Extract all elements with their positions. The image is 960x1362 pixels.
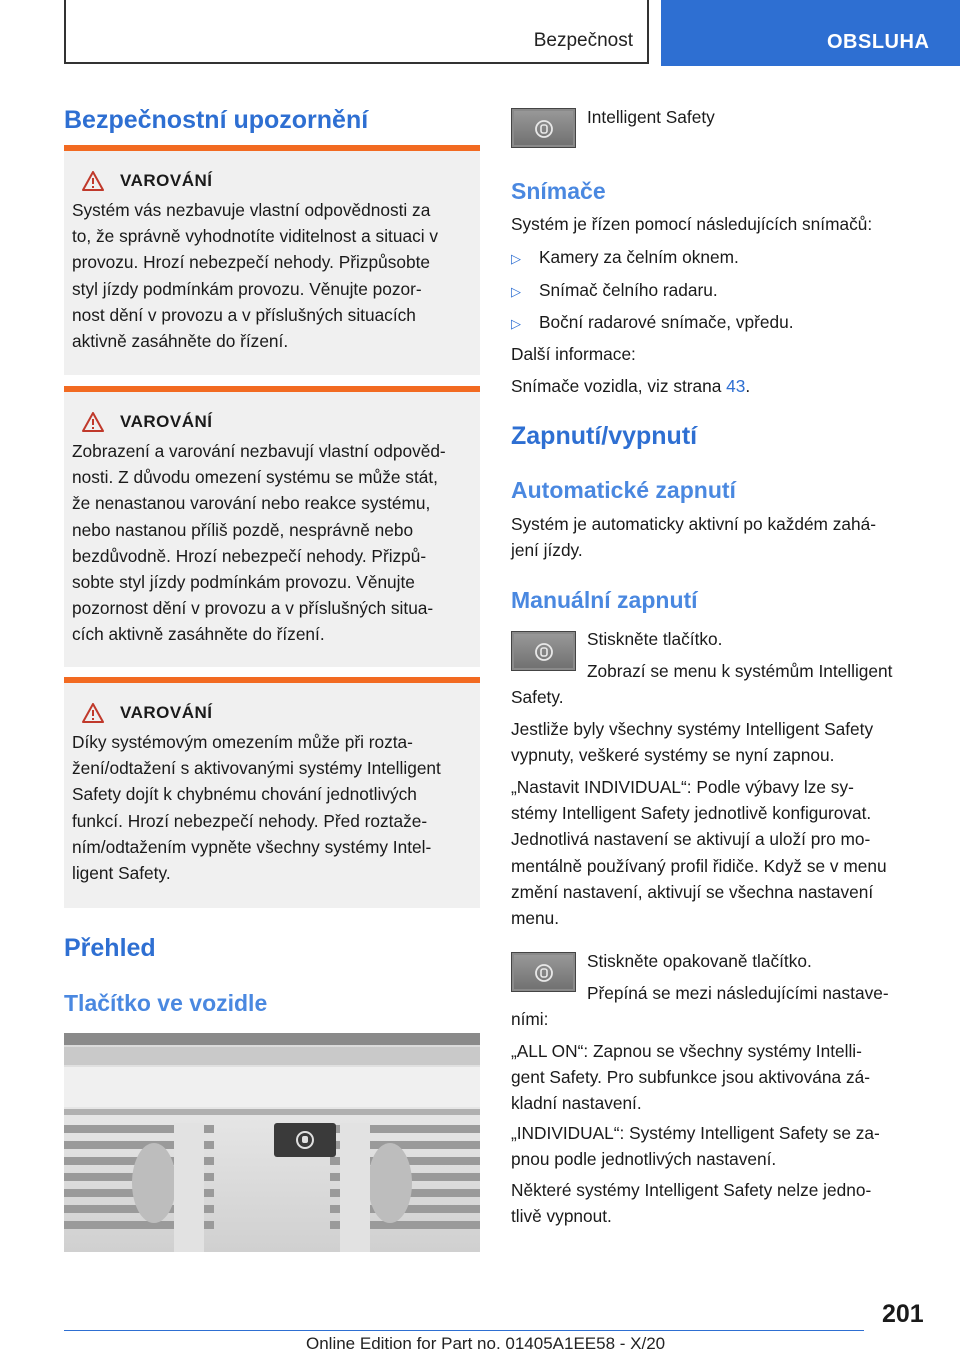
warning-triangle-icon xyxy=(82,412,104,432)
press-button-text: Stiskněte tlačítko. xyxy=(587,629,723,649)
switch-line2: ními: xyxy=(511,1009,549,1029)
section-title-safety-notes: Bezpečnostní upozornění xyxy=(64,106,369,134)
page-link[interactable]: 43 xyxy=(726,376,746,396)
button-label: Intelligent Safety xyxy=(587,107,715,127)
warning-text: Zobrazení a varování nezbavují vlastní odpověd- nosti. Z důvodu omezení systému se může stát, že nenastanou varování nebo reakce systému, nebo nastanou příliš pozdě, nesprávně nebo bezdůvodně. Hrozí nebezpečí nehody. Přizpů- sobte styl jízdy podmínkám provozu. Věnujte pozornost dění v provozu a v příslušných situa- cích aktivně zasáhněte do řízení. xyxy=(72,441,446,645)
sensors-intro: Systém je řízen pomocí následujících snímačů: xyxy=(511,214,873,234)
intelligent-safety-button-icon xyxy=(511,108,576,148)
warning-box-1 xyxy=(64,145,480,375)
header-chapter: OBSLUHA xyxy=(827,31,930,53)
not-individually-text: Některé systémy Intelligent Safety nelze jedno- tlivě vypnout. xyxy=(511,1180,872,1227)
header-chapter-box xyxy=(661,0,960,66)
switch-line1: Přepíná se mezi následujícími nastave- xyxy=(587,983,889,1003)
header-section-box xyxy=(64,0,649,64)
list-item: ▷ Boční radarové snímače, vpředu. xyxy=(511,309,794,337)
menu-shown-line1: Zobrazí se menu k systémům Intelligent xyxy=(587,661,893,681)
list-item: ▷ Kamery za čelním oknem. xyxy=(511,244,739,272)
subtitle-manual-on: Manuální zapnutí xyxy=(511,587,698,613)
press-repeat-text: Stiskněte opakovaně tlačítko. xyxy=(587,951,812,971)
warning-triangle-icon xyxy=(82,703,104,723)
intelligent-safety-button-icon xyxy=(511,952,576,992)
warning-box-3 xyxy=(64,677,480,908)
section-title-on-off: Zapnutí/vypnutí xyxy=(511,422,698,450)
auto-on-text: Systém je automaticky aktivní po každém zahá- jení jízdy. xyxy=(511,514,876,561)
warning-box-2 xyxy=(64,386,480,667)
vehicle-console-photo xyxy=(64,1033,480,1252)
page-number: 201 xyxy=(882,1300,924,1328)
header-section: Bezpečnost xyxy=(533,30,633,51)
individual-setting-text: „Nastavit INDIVIDUAL“: Podle výbavy lze sy- stémy Intelligent Safety jednotlivě konfigurovat. Jednotlivá nastavení se aktivují a uloží pro mo- mentálně používaný profil řidiče. Když se v menu změní nastavení, aktivují se všechna nastavení menu. xyxy=(511,777,887,929)
warning-label: VAROVÁNÍ xyxy=(120,412,213,431)
warning-triangle-icon xyxy=(82,171,104,191)
warning-label: VAROVÁNÍ xyxy=(120,703,213,722)
all-on-text: „ALL ON“: Zapnou se všechny systémy Intelli- gent Safety. Pro subfunkce jsou aktivována zá- kladní nastavení. xyxy=(511,1041,870,1114)
footer-divider xyxy=(64,1330,864,1331)
menu-shown-line2: Safety. xyxy=(511,687,564,707)
bullet-triangle-icon: ▷ xyxy=(511,284,521,299)
individual-mode-text: „INDIVIDUAL“: Systémy Intelligent Safety se za- pnou podle jednotlivých nastavení. xyxy=(511,1123,880,1170)
sensor-reference: Snímače vozidla, viz strana 43. xyxy=(511,376,751,396)
more-info-label: Další informace: xyxy=(511,344,636,364)
warning-text: Systém vás nezbavuje vlastní odpovědnosti za to, že správně vyhodnotíte viditelnost a situaci v provozu. Hrozí nebezpečí nehody. Přizpůsobte styl jízdy podmínkám provozu. Věnujte pozor- nost dění v provozu a v příslušných situacích aktivně zasáhněte do řízení. xyxy=(72,200,438,352)
warning-label: VAROVÁNÍ xyxy=(120,171,213,190)
subtitle-sensors: Snímače xyxy=(511,178,606,204)
warning-text: Díky systémovým omezením může při rozta- žení/odtažení s aktivovanými systémy Intelligent Safety dojít k chybnému chování jednotlivých funkcí. Hrozí nebezpečí nehody. Před roztaže- ním/odtažením vypněte všechny systémy Intel- ligent Safety. xyxy=(72,732,441,884)
bullet-triangle-icon: ▷ xyxy=(511,316,521,331)
all-off-text: Jestliže byly všechny systémy Intelligent Safety vypnuty, veškeré systémy se nyní zapnou. xyxy=(511,719,874,766)
list-item: ▷ Snímač čelního radaru. xyxy=(511,277,718,305)
bullet-triangle-icon: ▷ xyxy=(511,251,521,266)
footer-edition: Online Edition for Part no. 01405A1EE58 - X/20 xyxy=(306,1334,666,1353)
subtitle-auto-on: Automatické zapnutí xyxy=(511,477,736,503)
subtitle-button-in-vehicle: Tlačítko ve vozidle xyxy=(64,990,268,1016)
intelligent-safety-button-icon xyxy=(511,631,576,671)
section-title-overview: Přehled xyxy=(64,934,156,962)
